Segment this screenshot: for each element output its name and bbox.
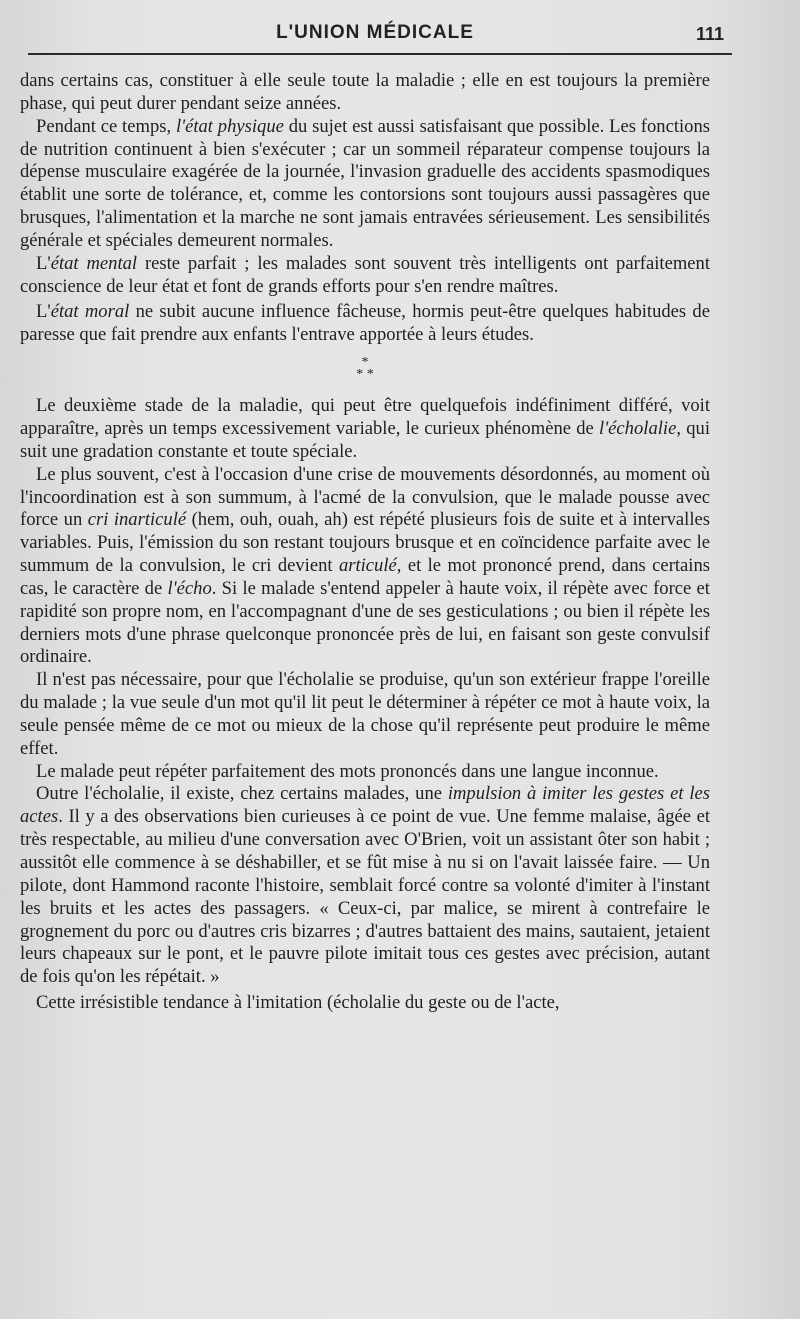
paragraph bbox=[20, 761, 710, 784]
paragraph bbox=[20, 253, 710, 299]
italic-run: articulé bbox=[338, 555, 397, 577]
paragraph bbox=[20, 783, 710, 989]
paragraph bbox=[20, 301, 710, 347]
italic-run: impulsion à imiter les gestes et les actes bbox=[20, 783, 710, 828]
text-run: Cette irrésistible tendance à l'imitation (écholalie du geste ou de l'acte, bbox=[36, 992, 560, 1014]
italic-run: l'écholalie bbox=[599, 417, 677, 439]
paragraph bbox=[20, 116, 710, 253]
text-run: Pendant ce temps, bbox=[36, 115, 176, 137]
text-run: . Si le malade s'entend appeler à haute voix, il répète avec force et rapidité son propre nom, en l'accompagnant d'une de ses gesticulations ; ou bien il répète les derniers mots d'une phrase quelconque prononcée près de lui, en faisant son geste convulsif ordinaire. bbox=[20, 577, 710, 668]
italic-run: état mental bbox=[50, 252, 138, 274]
italic-run: état moral bbox=[50, 301, 130, 323]
body-text bbox=[20, 70, 710, 1015]
page-number: 111 bbox=[695, 24, 724, 44]
running-title: L'UNION MÉDICALE bbox=[276, 22, 474, 43]
italic-run: cri inarticulé bbox=[87, 509, 187, 531]
page-header bbox=[28, 0, 722, 50]
asterism-top: * bbox=[361, 355, 369, 371]
text-run: dans certains cas, constituer à elle seule toute la maladie ; elle en est toujours la première phase, qui peut durer pendant seize années. bbox=[20, 70, 710, 114]
paragraph bbox=[20, 669, 710, 760]
text-run: Le plus souvent, c'est à l'occasion d'une crise de mouvements désordonnés, au moment où l'incoordination est à son summum, à l'acmé de la convulsion, que le malade pousse avec force un bbox=[20, 463, 710, 531]
paragraph bbox=[20, 395, 710, 464]
paragraph bbox=[20, 70, 710, 116]
text-run: L' bbox=[36, 252, 51, 274]
asterism-bottom: * * bbox=[356, 367, 374, 383]
text-run: . Il y a des observations bien curieuses à ce point de vue. Une femme malaise, âgée et très respectable, au milieu d'une conversation avec O'Brien, voit un assistant ôter son habit ; aussitôt elle commence à se déshabiller, et se fût mise à nu si on l'avait laissée faire. — Un pilote, dont Hammond raconte l'histoire, semblait forcé contre sa volonté d'imiter à l'instant les bruits et les actes des passagers. « Ceux-ci, par malice, se mirent à contrefaire le grognement du porc ou d'autres cris bizarres ; d'autres battaient des mains, sautaient, jetaient leurs chapeaux sur le pont, et le pauvre pilote imitait tous ces gestes avec précision, autant de fois qu'on les répétait. » bbox=[20, 806, 710, 988]
text-run: L' bbox=[36, 301, 51, 323]
header-rule bbox=[28, 53, 732, 55]
italic-run: l'écho bbox=[167, 577, 212, 599]
text-run: , qui suit une gradation constante et toute spéciale. bbox=[20, 417, 710, 462]
text-run: Il n'est pas nécessaire, pour que l'écholalie se produise, qu'un son extérieur frappe l'oreille du malade ; la vue seule d'un mot qu'il lit peut le déterminer à répéter ce mot à haute voix, la seule pensée même de ce mot ou mieux de la chose qu'il représente peut produire le même effet. bbox=[20, 669, 710, 759]
section-asterism bbox=[20, 357, 710, 381]
text-run: reste parfait ; les malades sont souvent très intelligents ont parfaitement conscience de leur état et font de grands efforts pour s'en rendre maîtres. bbox=[20, 252, 710, 297]
text-run: , et le mot prononcé prend, dans certains cas, le caractère de bbox=[20, 555, 710, 599]
text-run: Le deuxième stade de la maladie, qui peut être quelquefois indéfiniment différé, voit apparaître, après un temps excessivement variable, le curieux phénomène de bbox=[20, 395, 710, 439]
text-run: Le malade peut répéter parfaitement des mots prononcés dans une langue inconnue. bbox=[36, 760, 659, 782]
paragraph bbox=[20, 992, 710, 1015]
text-run: du sujet est aussi satisfaisant que possible. Les fonctions de nutrition continuent à bien s'exécuter ; car un sommeil réparateur compense toujours la dépense musculaire exagérée de la journée, l'invasion graduelle des accidents spasmodiques établit une sorte de tolérance, et, comme les contorsions sont toujours aussi passagères que brusques, l'alimentation et la marche ne sont jamais entravées sérieusement. Les sensibilités générale et spéciales demeurent normales. bbox=[20, 115, 710, 251]
italic-run: l'état physique bbox=[175, 115, 284, 137]
paragraph bbox=[20, 464, 710, 670]
text-run: ne subit aucune influence fâcheuse, hormis peut-être quelques habitudes de paresse que fait prendre aux enfants l'entrave apportée à leurs études. bbox=[20, 301, 710, 346]
text-run: (hem, ouh, ouah, ah) est répété plusieurs fois de suite et à intervalles variables. Puis, l'émission du son restant toujours brusque et en coïncidence parfaite avec le summum de la convulsion, le cri devient bbox=[20, 509, 710, 577]
text-run: Outre l'écholalie, il existe, chez certains malades, une bbox=[36, 783, 448, 805]
